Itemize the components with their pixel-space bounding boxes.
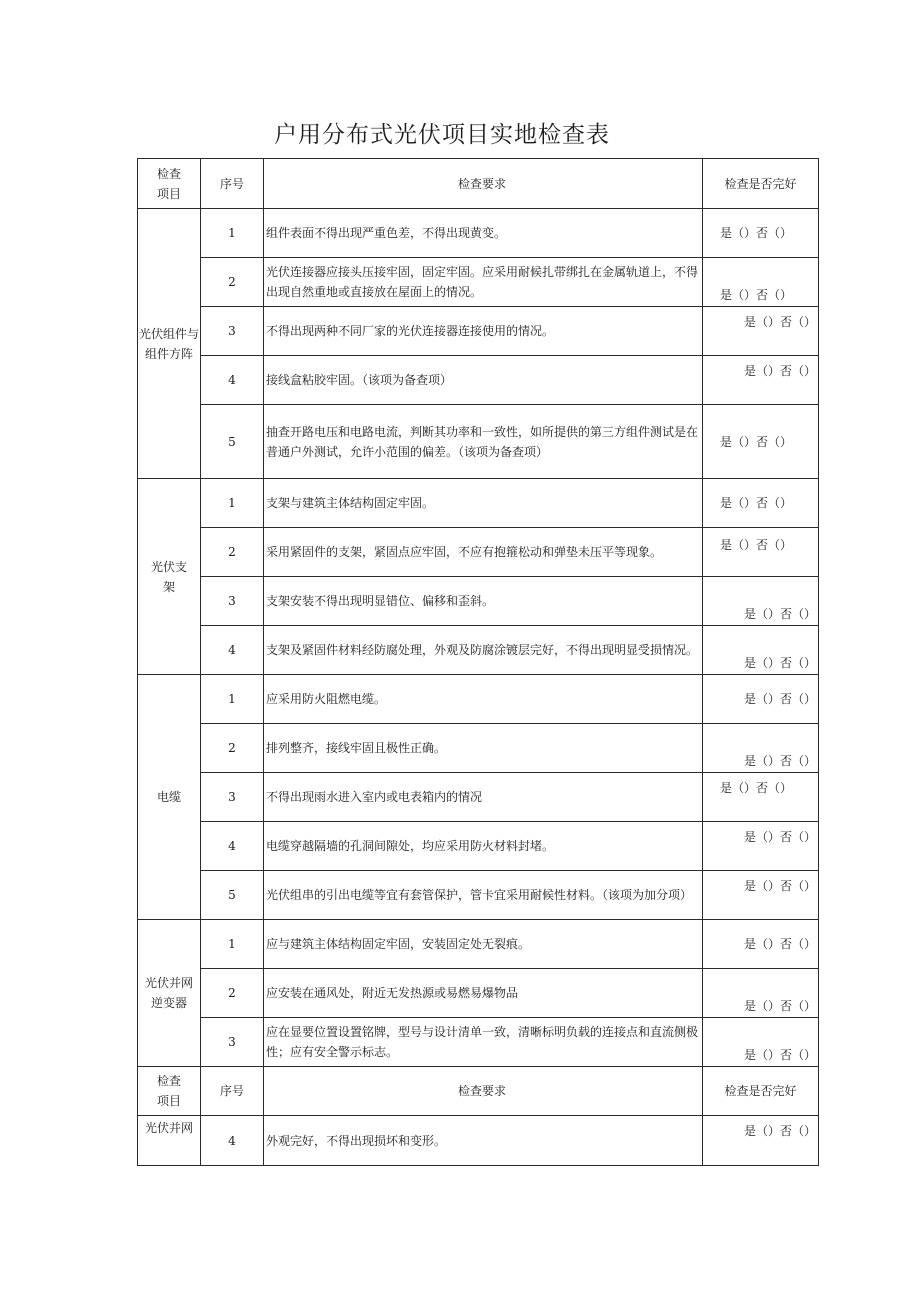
- row-check: [703, 356, 819, 405]
- row-requirement: 应在显要位置设置铭牌，型号与设计清单一致，清晰标明负载的连接点和直流侧极性；应有安全警示标志。: [264, 1018, 703, 1067]
- table-row: [138, 405, 819, 479]
- row-seq: 2: [201, 528, 264, 577]
- row-requirement: 外观完好，不得出现损坏和变形。: [264, 1116, 703, 1166]
- row-seq: 2: [201, 724, 264, 773]
- check-yes-no[interactable]: 是（）否（）: [743, 692, 816, 706]
- table-row: [138, 356, 819, 405]
- table-row: [138, 577, 819, 626]
- row-seq: 3: [201, 773, 264, 822]
- table-row: [138, 626, 819, 675]
- row-requirement: 不得出现两种不同厂家的光伏连接器连接使用的情况。: [264, 307, 703, 356]
- row-requirement: 电缆穿越隔墙的孔洞间隙处，均应采用防火材料封堵。: [264, 822, 703, 871]
- check-yes-no[interactable]: 是（）否（）: [720, 496, 793, 510]
- row-check: [703, 1116, 819, 1166]
- row-check: [703, 724, 819, 773]
- row-check: [703, 479, 819, 528]
- inspection-table: [137, 158, 819, 1166]
- row-check: [703, 920, 819, 969]
- table-row: [138, 1018, 819, 1067]
- header-seq: 序号: [201, 159, 264, 209]
- row-requirement: 接线盒粘胶牢固。（该项为备查项）: [264, 356, 703, 405]
- row-check: [703, 258, 819, 307]
- table-row: [138, 871, 819, 920]
- check-yes-no[interactable]: 是（）否（）: [743, 1124, 816, 1138]
- row-seq: 4: [201, 822, 264, 871]
- check-yes-no[interactable]: 是（）否（）: [743, 315, 816, 329]
- row-check: [703, 577, 819, 626]
- table-row: [138, 675, 819, 724]
- check-yes-no[interactable]: 是（）否（）: [743, 364, 816, 378]
- row-requirement: 光伏连接器应接头压接牢固，固定牢固。应采用耐候扎带绑扎在金属轨道上，不得出现自然重地或直接放在屋面上的情况。: [264, 258, 703, 307]
- group-name: 电缆: [138, 675, 201, 920]
- row-seq: 1: [201, 675, 264, 724]
- check-yes-no[interactable]: 是（）否（）: [743, 999, 816, 1013]
- table-row: [138, 724, 819, 773]
- check-yes-no[interactable]: 是（）否（）: [743, 754, 816, 768]
- check-yes-no[interactable]: 是（）否（）: [720, 288, 793, 302]
- header-seq: 序号: [201, 1067, 264, 1116]
- header-item: [138, 159, 201, 209]
- row-seq: 2: [201, 969, 264, 1018]
- row-check: [703, 773, 819, 822]
- table-row: [138, 479, 819, 528]
- row-requirement: 应安装在通风处，附近无发热源或易燃易爆物品: [264, 969, 703, 1018]
- row-seq: 3: [201, 1018, 264, 1067]
- header-item-line2: 项目: [156, 186, 181, 201]
- row-requirement: 应采用防火阻燃电缆。: [264, 675, 703, 724]
- header-item: [138, 1067, 201, 1116]
- row-seq: 3: [201, 577, 264, 626]
- check-yes-no[interactable]: 是（）否（）: [720, 226, 793, 240]
- table-row: [138, 1116, 819, 1166]
- table-row: [138, 307, 819, 356]
- check-yes-no[interactable]: 是（）否（）: [743, 656, 816, 670]
- header-item-line1: 检查: [156, 1074, 181, 1088]
- row-requirement: 应与建筑主体结构固定牢固，安装固定处无裂痕。: [264, 920, 703, 969]
- header-item-line2: 项目: [156, 1094, 181, 1108]
- table-row: [138, 258, 819, 307]
- row-check: [703, 528, 819, 577]
- header-item-line1: 检查: [156, 166, 181, 181]
- header-check: 检查是否完好: [703, 1067, 819, 1116]
- group-name: 光伏支架: [138, 479, 201, 675]
- header-requirement: 检查要求: [264, 159, 703, 209]
- table-header-row: [138, 1067, 819, 1116]
- row-seq: 5: [201, 871, 264, 920]
- row-check: [703, 871, 819, 920]
- table-row: [138, 528, 819, 577]
- table-row: [138, 920, 819, 969]
- row-seq: 1: [201, 479, 264, 528]
- row-requirement: 不得出现雨水进入室内或电表箱内的情况: [264, 773, 703, 822]
- check-yes-no[interactable]: 是（）否（）: [743, 937, 816, 951]
- row-check: [703, 405, 819, 479]
- header-check: 检查是否完好: [703, 159, 819, 209]
- row-check: [703, 675, 819, 724]
- check-yes-no[interactable]: 是（）否（）: [743, 1048, 816, 1062]
- check-yes-no[interactable]: 是（）否（）: [743, 879, 816, 893]
- row-seq: 4: [201, 1116, 264, 1166]
- row-requirement: 采用紧固件的支架，紧固点应牢固，不应有抱箍松动和弹垫未压平等现象。: [264, 528, 703, 577]
- row-check: [703, 822, 819, 871]
- group-name: 光伏并网逆变器: [138, 920, 201, 1067]
- group-name: 光伏并网: [138, 1116, 201, 1166]
- row-requirement: 支架与建筑主体结构固定牢固。: [264, 479, 703, 528]
- row-seq: 4: [201, 626, 264, 675]
- table-row: [138, 822, 819, 871]
- row-seq: 1: [201, 920, 264, 969]
- check-yes-no[interactable]: 是（）否（）: [743, 830, 816, 844]
- row-seq: 4: [201, 356, 264, 405]
- row-seq: 1: [201, 209, 264, 258]
- table-row: [138, 969, 819, 1018]
- table-row: [138, 773, 819, 822]
- row-requirement: 支架安装不得出现明显错位、偏移和歪斜。: [264, 577, 703, 626]
- row-check: [703, 307, 819, 356]
- row-requirement: 支架及紧固件材料经防腐处理，外观及防腐涂镀层完好，不得出现明显受损情况。: [264, 626, 703, 675]
- row-check: [703, 969, 819, 1018]
- group-name: 光伏组件与组件方阵: [138, 209, 201, 479]
- table-header-row: [138, 159, 819, 209]
- table-row: [138, 209, 819, 258]
- row-check: [703, 1018, 819, 1067]
- check-yes-no[interactable]: 是（）否（）: [743, 607, 816, 621]
- row-seq: 5: [201, 405, 264, 479]
- row-requirement: 抽查开路电压和电路电流，判断其功率和一致性，如所提供的第三方组件测试是在普通户外测试，允许小范围的偏差。（该项为备查项）: [264, 405, 703, 479]
- row-requirement: 光伏组串的引出电缆等宜有套管保护，管卡宜采用耐候性材料。（该项为加分项）: [264, 871, 703, 920]
- row-seq: 3: [201, 307, 264, 356]
- row-check: [703, 209, 819, 258]
- header-requirement: 检查要求: [264, 1067, 703, 1116]
- check-yes-no[interactable]: 是（）否（）: [720, 781, 793, 795]
- check-yes-no[interactable]: 是（）否（）: [720, 434, 793, 449]
- row-requirement: 排列整齐，接线牢固且极性正确。: [264, 724, 703, 773]
- check-yes-no[interactable]: 是（）否（）: [720, 538, 793, 552]
- row-check: [703, 626, 819, 675]
- page-title: 户用分布式光伏项目实地检查表: [274, 122, 610, 148]
- row-seq: 2: [201, 258, 264, 307]
- row-requirement: 组件表面不得出现严重色差，不得出现黄变。: [264, 209, 703, 258]
